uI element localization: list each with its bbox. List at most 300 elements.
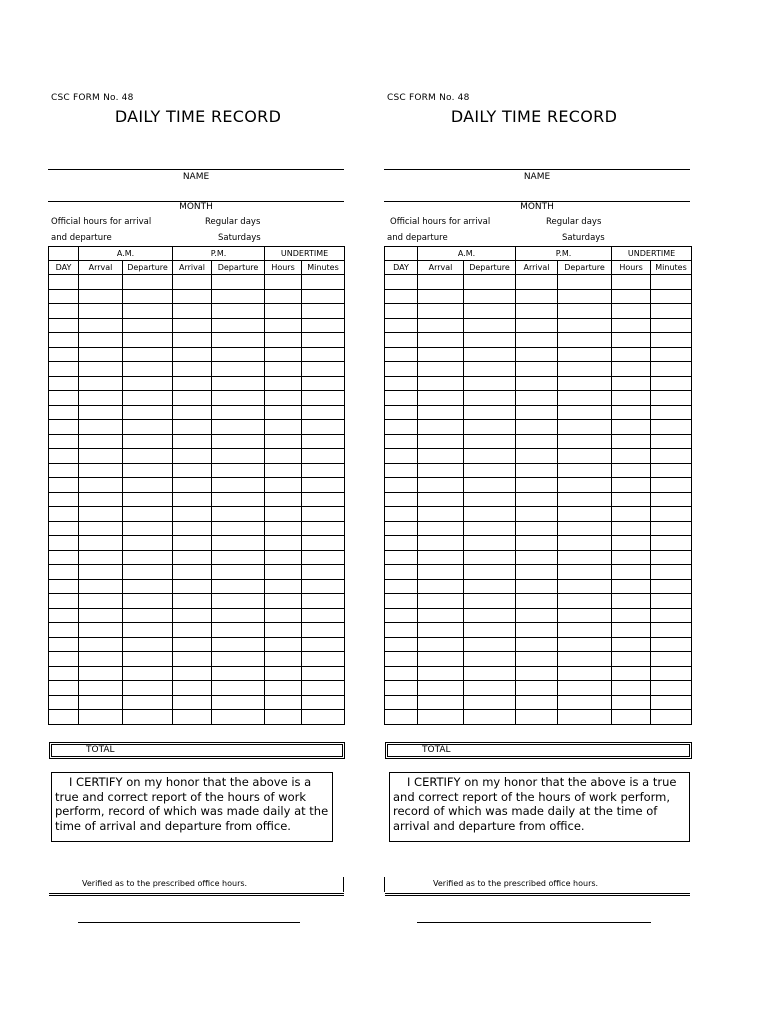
table-cell[interactable] xyxy=(385,391,418,406)
table-cell[interactable] xyxy=(651,666,692,681)
table-cell[interactable] xyxy=(418,550,464,565)
table-cell[interactable] xyxy=(173,623,212,638)
table-cell[interactable] xyxy=(173,536,212,551)
table-cell[interactable] xyxy=(612,681,651,696)
table-cell[interactable] xyxy=(49,608,79,623)
table-cell[interactable] xyxy=(123,347,173,362)
table-cell[interactable] xyxy=(212,362,265,377)
table-cell[interactable] xyxy=(265,536,302,551)
table-cell[interactable] xyxy=(651,681,692,696)
table-cell[interactable] xyxy=(612,391,651,406)
table-cell[interactable] xyxy=(558,623,612,638)
table-cell[interactable] xyxy=(173,681,212,696)
table-cell[interactable] xyxy=(612,275,651,290)
table-cell[interactable] xyxy=(464,623,516,638)
table-cell[interactable] xyxy=(123,681,173,696)
table-cell[interactable] xyxy=(265,376,302,391)
table-cell[interactable] xyxy=(79,594,123,609)
table-cell[interactable] xyxy=(418,405,464,420)
table-cell[interactable] xyxy=(612,536,651,551)
table-cell[interactable] xyxy=(265,449,302,464)
table-cell[interactable] xyxy=(265,347,302,362)
table-cell[interactable] xyxy=(464,376,516,391)
table-cell[interactable] xyxy=(612,579,651,594)
table-cell[interactable] xyxy=(418,521,464,536)
table-cell[interactable] xyxy=(123,304,173,319)
table-cell[interactable] xyxy=(123,550,173,565)
table-cell[interactable] xyxy=(612,695,651,710)
table-cell[interactable] xyxy=(464,420,516,435)
table-cell[interactable] xyxy=(516,637,558,652)
table-cell[interactable] xyxy=(123,579,173,594)
table-cell[interactable] xyxy=(464,507,516,522)
table-cell[interactable] xyxy=(516,304,558,319)
table-cell[interactable] xyxy=(123,289,173,304)
table-cell[interactable] xyxy=(79,362,123,377)
table-cell[interactable] xyxy=(651,637,692,652)
table-cell[interactable] xyxy=(558,347,612,362)
table-cell[interactable] xyxy=(418,652,464,667)
table-cell[interactable] xyxy=(516,652,558,667)
table-cell[interactable] xyxy=(385,275,418,290)
table-cell[interactable] xyxy=(651,652,692,667)
table-cell[interactable] xyxy=(49,536,79,551)
table-cell[interactable] xyxy=(212,391,265,406)
table-cell[interactable] xyxy=(558,434,612,449)
table-cell[interactable] xyxy=(265,681,302,696)
table-cell[interactable] xyxy=(558,289,612,304)
table-cell[interactable] xyxy=(464,347,516,362)
table-cell[interactable] xyxy=(173,289,212,304)
table-cell[interactable] xyxy=(265,623,302,638)
table-cell[interactable] xyxy=(265,391,302,406)
table-cell[interactable] xyxy=(651,376,692,391)
table-cell[interactable] xyxy=(123,376,173,391)
table-cell[interactable] xyxy=(418,420,464,435)
table-cell[interactable] xyxy=(385,710,418,725)
table-cell[interactable] xyxy=(385,289,418,304)
table-cell[interactable] xyxy=(558,376,612,391)
table-cell[interactable] xyxy=(464,304,516,319)
table-cell[interactable] xyxy=(173,608,212,623)
table-cell[interactable] xyxy=(49,333,79,348)
table-cell[interactable] xyxy=(464,666,516,681)
table-cell[interactable] xyxy=(464,405,516,420)
table-cell[interactable] xyxy=(385,304,418,319)
table-cell[interactable] xyxy=(385,623,418,638)
table-cell[interactable] xyxy=(123,695,173,710)
table-cell[interactable] xyxy=(265,333,302,348)
table-cell[interactable] xyxy=(558,608,612,623)
table-cell[interactable] xyxy=(612,478,651,493)
table-cell[interactable] xyxy=(302,391,345,406)
table-cell[interactable] xyxy=(651,550,692,565)
table-cell[interactable] xyxy=(418,449,464,464)
table-cell[interactable] xyxy=(302,434,345,449)
table-cell[interactable] xyxy=(49,362,79,377)
table-cell[interactable] xyxy=(464,434,516,449)
table-cell[interactable] xyxy=(302,362,345,377)
table-cell[interactable] xyxy=(265,710,302,725)
table-cell[interactable] xyxy=(79,420,123,435)
table-cell[interactable] xyxy=(302,420,345,435)
table-cell[interactable] xyxy=(265,434,302,449)
table-cell[interactable] xyxy=(79,666,123,681)
table-cell[interactable] xyxy=(79,434,123,449)
table-cell[interactable] xyxy=(212,608,265,623)
table-cell[interactable] xyxy=(612,507,651,522)
table-cell[interactable] xyxy=(558,420,612,435)
table-cell[interactable] xyxy=(173,666,212,681)
table-cell[interactable] xyxy=(651,405,692,420)
table-cell[interactable] xyxy=(173,434,212,449)
table-cell[interactable] xyxy=(302,318,345,333)
table-cell[interactable] xyxy=(173,579,212,594)
table-cell[interactable] xyxy=(79,478,123,493)
table-cell[interactable] xyxy=(612,449,651,464)
table-cell[interactable] xyxy=(464,391,516,406)
table-cell[interactable] xyxy=(418,275,464,290)
table-cell[interactable] xyxy=(558,333,612,348)
table-cell[interactable] xyxy=(516,681,558,696)
table-cell[interactable] xyxy=(558,536,612,551)
table-cell[interactable] xyxy=(464,521,516,536)
table-cell[interactable] xyxy=(212,318,265,333)
table-cell[interactable] xyxy=(612,463,651,478)
table-cell[interactable] xyxy=(516,318,558,333)
table-cell[interactable] xyxy=(123,449,173,464)
table-cell[interactable] xyxy=(651,289,692,304)
table-cell[interactable] xyxy=(418,681,464,696)
table-cell[interactable] xyxy=(265,565,302,580)
table-cell[interactable] xyxy=(173,449,212,464)
table-cell[interactable] xyxy=(516,594,558,609)
table-cell[interactable] xyxy=(612,376,651,391)
table-cell[interactable] xyxy=(49,681,79,696)
table-cell[interactable] xyxy=(173,420,212,435)
table-cell[interactable] xyxy=(212,666,265,681)
table-cell[interactable] xyxy=(173,652,212,667)
table-cell[interactable] xyxy=(558,579,612,594)
table-cell[interactable] xyxy=(385,492,418,507)
table-cell[interactable] xyxy=(79,376,123,391)
table-cell[interactable] xyxy=(265,521,302,536)
table-cell[interactable] xyxy=(651,478,692,493)
table-cell[interactable] xyxy=(464,478,516,493)
table-cell[interactable] xyxy=(558,710,612,725)
table-cell[interactable] xyxy=(49,318,79,333)
table-cell[interactable] xyxy=(212,275,265,290)
table-cell[interactable] xyxy=(651,565,692,580)
table-cell[interactable] xyxy=(49,275,79,290)
table-cell[interactable] xyxy=(123,652,173,667)
table-cell[interactable] xyxy=(123,333,173,348)
table-cell[interactable] xyxy=(418,463,464,478)
table-cell[interactable] xyxy=(385,318,418,333)
table-cell[interactable] xyxy=(385,478,418,493)
table-cell[interactable] xyxy=(418,318,464,333)
table-cell[interactable] xyxy=(516,623,558,638)
table-cell[interactable] xyxy=(385,420,418,435)
table-cell[interactable] xyxy=(418,434,464,449)
table-cell[interactable] xyxy=(79,275,123,290)
table-cell[interactable] xyxy=(612,318,651,333)
table-cell[interactable] xyxy=(418,376,464,391)
table-cell[interactable] xyxy=(212,333,265,348)
table-cell[interactable] xyxy=(385,405,418,420)
table-cell[interactable] xyxy=(651,304,692,319)
table-cell[interactable] xyxy=(651,521,692,536)
table-cell[interactable] xyxy=(265,304,302,319)
table-cell[interactable] xyxy=(212,521,265,536)
table-cell[interactable] xyxy=(418,623,464,638)
table-cell[interactable] xyxy=(49,652,79,667)
table-cell[interactable] xyxy=(49,434,79,449)
table-cell[interactable] xyxy=(516,536,558,551)
table-cell[interactable] xyxy=(79,405,123,420)
table-cell[interactable] xyxy=(516,710,558,725)
table-cell[interactable] xyxy=(516,449,558,464)
table-cell[interactable] xyxy=(212,434,265,449)
table-cell[interactable] xyxy=(558,391,612,406)
table-cell[interactable] xyxy=(418,391,464,406)
table-cell[interactable] xyxy=(516,434,558,449)
table-cell[interactable] xyxy=(651,391,692,406)
table-cell[interactable] xyxy=(212,536,265,551)
table-cell[interactable] xyxy=(123,623,173,638)
table-cell[interactable] xyxy=(558,463,612,478)
table-cell[interactable] xyxy=(79,449,123,464)
table-cell[interactable] xyxy=(123,710,173,725)
table-cell[interactable] xyxy=(516,521,558,536)
table-cell[interactable] xyxy=(173,463,212,478)
table-cell[interactable] xyxy=(385,681,418,696)
table-cell[interactable] xyxy=(123,521,173,536)
table-cell[interactable] xyxy=(464,463,516,478)
table-cell[interactable] xyxy=(49,376,79,391)
table-cell[interactable] xyxy=(302,521,345,536)
table-cell[interactable] xyxy=(302,710,345,725)
table-cell[interactable] xyxy=(49,463,79,478)
table-cell[interactable] xyxy=(173,550,212,565)
table-cell[interactable] xyxy=(385,695,418,710)
table-cell[interactable] xyxy=(79,565,123,580)
table-cell[interactable] xyxy=(173,362,212,377)
table-cell[interactable] xyxy=(265,594,302,609)
table-cell[interactable] xyxy=(385,376,418,391)
table-cell[interactable] xyxy=(385,362,418,377)
table-cell[interactable] xyxy=(212,492,265,507)
table-cell[interactable] xyxy=(49,521,79,536)
table-cell[interactable] xyxy=(651,594,692,609)
table-cell[interactable] xyxy=(612,492,651,507)
table-cell[interactable] xyxy=(612,333,651,348)
table-cell[interactable] xyxy=(464,565,516,580)
table-cell[interactable] xyxy=(302,666,345,681)
table-cell[interactable] xyxy=(49,449,79,464)
table-cell[interactable] xyxy=(612,347,651,362)
table-cell[interactable] xyxy=(265,695,302,710)
table-cell[interactable] xyxy=(123,420,173,435)
table-cell[interactable] xyxy=(516,608,558,623)
table-cell[interactable] xyxy=(385,463,418,478)
table-cell[interactable] xyxy=(558,550,612,565)
table-cell[interactable] xyxy=(79,333,123,348)
table-cell[interactable] xyxy=(302,405,345,420)
table-cell[interactable] xyxy=(123,536,173,551)
table-cell[interactable] xyxy=(464,594,516,609)
table-cell[interactable] xyxy=(385,449,418,464)
table-cell[interactable] xyxy=(79,289,123,304)
table-cell[interactable] xyxy=(79,347,123,362)
table-cell[interactable] xyxy=(464,449,516,464)
table-cell[interactable] xyxy=(558,478,612,493)
table-cell[interactable] xyxy=(49,391,79,406)
table-cell[interactable] xyxy=(385,666,418,681)
table-cell[interactable] xyxy=(79,710,123,725)
table-cell[interactable] xyxy=(265,579,302,594)
table-cell[interactable] xyxy=(123,478,173,493)
table-cell[interactable] xyxy=(651,362,692,377)
table-cell[interactable] xyxy=(302,347,345,362)
table-cell[interactable] xyxy=(612,420,651,435)
table-cell[interactable] xyxy=(123,318,173,333)
table-cell[interactable] xyxy=(302,304,345,319)
table-cell[interactable] xyxy=(464,608,516,623)
table-cell[interactable] xyxy=(612,710,651,725)
table-cell[interactable] xyxy=(651,420,692,435)
table-cell[interactable] xyxy=(385,608,418,623)
table-cell[interactable] xyxy=(651,579,692,594)
table-cell[interactable] xyxy=(385,550,418,565)
table-cell[interactable] xyxy=(612,289,651,304)
table-cell[interactable] xyxy=(123,275,173,290)
table-cell[interactable] xyxy=(516,478,558,493)
table-cell[interactable] xyxy=(516,463,558,478)
table-cell[interactable] xyxy=(612,405,651,420)
table-cell[interactable] xyxy=(173,710,212,725)
table-cell[interactable] xyxy=(302,507,345,522)
table-cell[interactable] xyxy=(79,608,123,623)
table-cell[interactable] xyxy=(418,492,464,507)
table-cell[interactable] xyxy=(173,507,212,522)
table-cell[interactable] xyxy=(516,579,558,594)
table-cell[interactable] xyxy=(516,666,558,681)
table-cell[interactable] xyxy=(212,652,265,667)
table-cell[interactable] xyxy=(302,579,345,594)
table-cell[interactable] xyxy=(212,594,265,609)
table-cell[interactable] xyxy=(612,637,651,652)
table-cell[interactable] xyxy=(558,507,612,522)
table-cell[interactable] xyxy=(173,695,212,710)
table-cell[interactable] xyxy=(651,275,692,290)
table-cell[interactable] xyxy=(612,608,651,623)
table-cell[interactable] xyxy=(173,347,212,362)
table-cell[interactable] xyxy=(558,637,612,652)
table-cell[interactable] xyxy=(302,594,345,609)
table-cell[interactable] xyxy=(79,695,123,710)
table-cell[interactable] xyxy=(79,623,123,638)
table-cell[interactable] xyxy=(516,362,558,377)
table-cell[interactable] xyxy=(651,695,692,710)
table-cell[interactable] xyxy=(49,347,79,362)
table-cell[interactable] xyxy=(212,347,265,362)
table-cell[interactable] xyxy=(516,391,558,406)
table-cell[interactable] xyxy=(385,652,418,667)
table-cell[interactable] xyxy=(212,463,265,478)
table-cell[interactable] xyxy=(265,507,302,522)
table-cell[interactable] xyxy=(612,652,651,667)
table-cell[interactable] xyxy=(385,434,418,449)
table-cell[interactable] xyxy=(302,289,345,304)
table-cell[interactable] xyxy=(49,637,79,652)
table-cell[interactable] xyxy=(302,608,345,623)
table-cell[interactable] xyxy=(212,405,265,420)
table-cell[interactable] xyxy=(173,391,212,406)
table-cell[interactable] xyxy=(302,565,345,580)
table-cell[interactable] xyxy=(651,710,692,725)
table-cell[interactable] xyxy=(265,318,302,333)
table-cell[interactable] xyxy=(79,391,123,406)
table-cell[interactable] xyxy=(558,521,612,536)
table-cell[interactable] xyxy=(49,623,79,638)
table-cell[interactable] xyxy=(558,304,612,319)
table-cell[interactable] xyxy=(516,405,558,420)
table-cell[interactable] xyxy=(385,521,418,536)
table-cell[interactable] xyxy=(558,652,612,667)
table-cell[interactable] xyxy=(79,507,123,522)
table-cell[interactable] xyxy=(418,579,464,594)
table-cell[interactable] xyxy=(418,666,464,681)
table-cell[interactable] xyxy=(612,623,651,638)
table-cell[interactable] xyxy=(49,695,79,710)
table-cell[interactable] xyxy=(123,637,173,652)
table-cell[interactable] xyxy=(173,492,212,507)
table-cell[interactable] xyxy=(265,289,302,304)
table-cell[interactable] xyxy=(464,637,516,652)
table-cell[interactable] xyxy=(464,275,516,290)
table-cell[interactable] xyxy=(516,565,558,580)
table-cell[interactable] xyxy=(651,347,692,362)
table-cell[interactable] xyxy=(173,318,212,333)
table-cell[interactable] xyxy=(516,695,558,710)
table-cell[interactable] xyxy=(385,637,418,652)
table-cell[interactable] xyxy=(265,405,302,420)
table-cell[interactable] xyxy=(49,579,79,594)
table-cell[interactable] xyxy=(464,550,516,565)
table-cell[interactable] xyxy=(464,318,516,333)
table-cell[interactable] xyxy=(385,536,418,551)
table-cell[interactable] xyxy=(173,521,212,536)
table-cell[interactable] xyxy=(49,289,79,304)
table-cell[interactable] xyxy=(79,492,123,507)
table-cell[interactable] xyxy=(79,652,123,667)
table-cell[interactable] xyxy=(49,492,79,507)
table-cell[interactable] xyxy=(516,492,558,507)
table-cell[interactable] xyxy=(651,449,692,464)
table-cell[interactable] xyxy=(302,681,345,696)
table-cell[interactable] xyxy=(265,463,302,478)
table-cell[interactable] xyxy=(302,492,345,507)
table-cell[interactable] xyxy=(123,492,173,507)
table-cell[interactable] xyxy=(558,492,612,507)
table-cell[interactable] xyxy=(464,652,516,667)
table-cell[interactable] xyxy=(212,420,265,435)
table-cell[interactable] xyxy=(516,376,558,391)
table-cell[interactable] xyxy=(265,608,302,623)
table-cell[interactable] xyxy=(385,579,418,594)
table-cell[interactable] xyxy=(123,594,173,609)
